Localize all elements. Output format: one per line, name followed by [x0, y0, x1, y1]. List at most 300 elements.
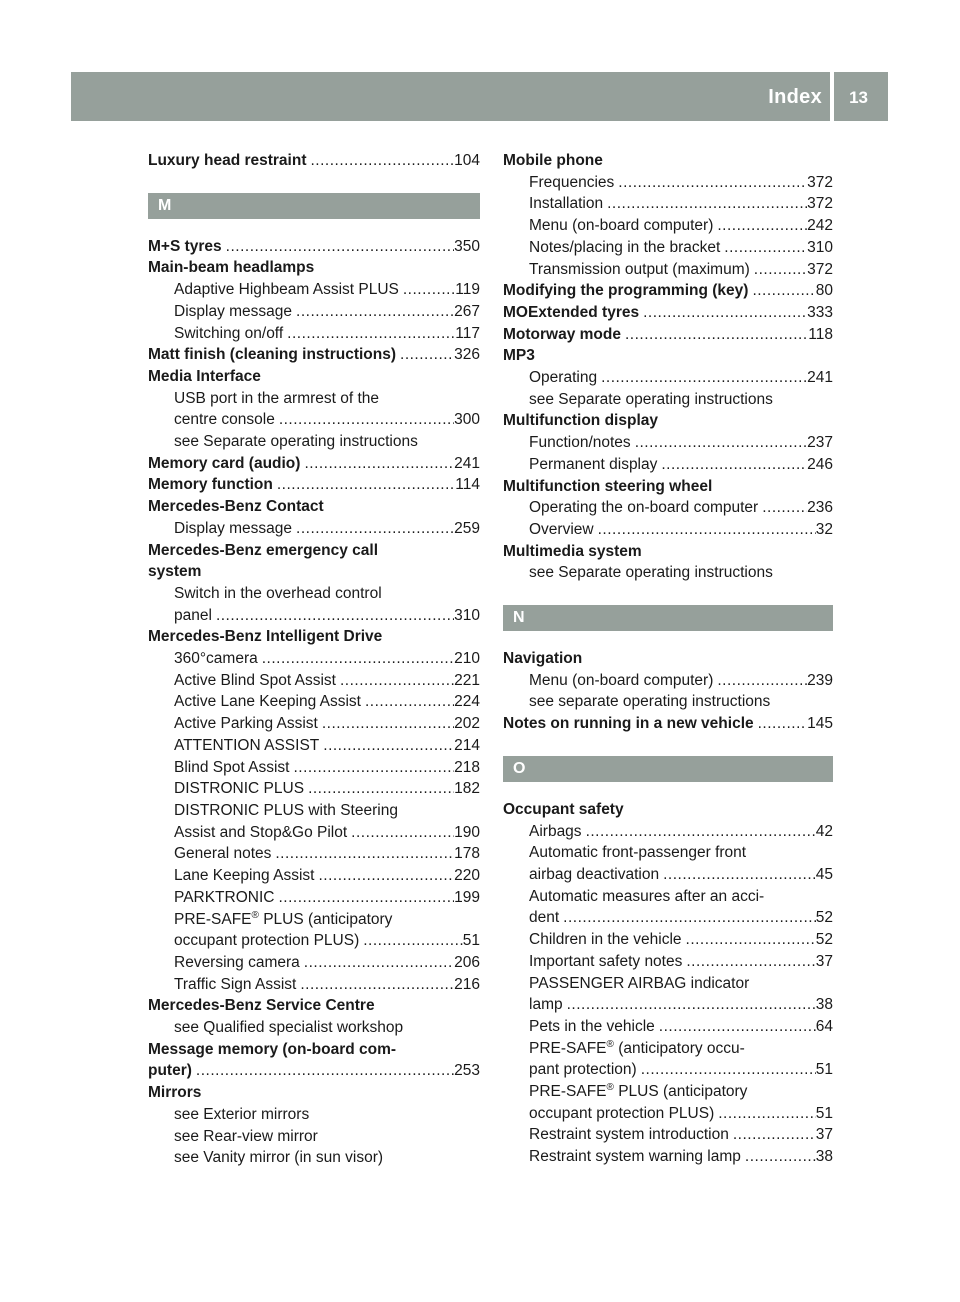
- entry-text: [529, 864, 659, 886]
- entry-text: [503, 345, 535, 367]
- page-ref: 236: [807, 499, 833, 517]
- entry-label: Frequencies: [529, 173, 615, 191]
- entry-text: [174, 735, 319, 757]
- entry-label: Display message: [174, 302, 293, 320]
- index-subentry: [148, 865, 480, 887]
- entry-label: PRE-SAFE: [174, 910, 252, 928]
- index-subentry: [148, 952, 480, 974]
- entry-text: [529, 172, 614, 194]
- entry-label: Adaptive Highbeam Assist PLUS: [174, 281, 399, 299]
- entry-text: [529, 562, 773, 584]
- page-ref: 326: [454, 346, 480, 364]
- page-ref: 210: [454, 650, 480, 668]
- page-ref: 206: [454, 953, 480, 971]
- dot-leader: [597, 367, 807, 389]
- dot-leader: [212, 605, 454, 627]
- entry-text: [148, 561, 201, 583]
- entry-label: Blind Spot Assist: [174, 758, 290, 776]
- page-ref: 237: [807, 434, 833, 452]
- page-ref: 114: [455, 476, 480, 494]
- entry-label: PRE-SAFE: [529, 1039, 607, 1057]
- entry-label: Multifunction display: [503, 412, 658, 430]
- dot-leader: [758, 497, 807, 519]
- entry-label: Mercedes-Benz Service Centre: [148, 997, 375, 1015]
- entry-text: [174, 843, 271, 865]
- page-ref: 218: [454, 758, 480, 776]
- page-ref: 310: [807, 238, 833, 256]
- entry-text: [529, 497, 758, 519]
- entry-text: [174, 670, 336, 692]
- entry-label: Modifying the programming (key): [503, 282, 749, 300]
- entry-text: [174, 1147, 383, 1169]
- dot-leader: [192, 1060, 454, 1082]
- entry-label: airbag deactivation: [529, 865, 660, 883]
- entry-text: [174, 974, 296, 996]
- page-number: 13: [849, 88, 868, 107]
- page-ref: 38: [815, 1148, 833, 1166]
- entry-label: Automatic measures after an acci-: [529, 887, 765, 905]
- entry-text: [148, 453, 300, 475]
- entry-label: Assist and Stop&Go Pilot: [174, 823, 348, 841]
- entry-text: [148, 995, 375, 1017]
- index-subentry: [148, 1147, 480, 1169]
- page-ref: 372: [807, 260, 833, 278]
- entry-label: Switch in the overhead control: [174, 584, 382, 602]
- entry-text: [148, 257, 314, 279]
- page-ref: 52: [815, 931, 833, 949]
- index-subentry: [503, 497, 833, 519]
- dot-leader: [657, 454, 807, 476]
- entry-text: [503, 799, 624, 821]
- entry-label: Active Parking Assist: [174, 715, 318, 733]
- entry-text: [529, 929, 682, 951]
- entry-label: Motorway mode: [503, 325, 621, 343]
- entry-label: Operating the on-board computer: [529, 499, 759, 517]
- entry-label-cont: PLUS (anticipatory: [613, 1083, 748, 1101]
- entry-label: pant protection): [529, 1061, 637, 1079]
- index-subentry: [148, 800, 480, 822]
- index-subentry: [503, 691, 833, 713]
- entry-label: Menu (on-board computer): [529, 217, 714, 235]
- entry-text: [529, 215, 713, 237]
- entry-text: [148, 626, 382, 648]
- index-entry: [148, 344, 480, 366]
- index-entry: [503, 410, 833, 432]
- entry-label: Matt finish (cleaning instructions): [148, 346, 397, 364]
- dot-leader: [741, 1146, 816, 1168]
- page-ref: 333: [807, 303, 833, 321]
- index-subentry: [503, 1081, 833, 1103]
- index-entry: [503, 713, 833, 735]
- entry-label: M+S tyres: [148, 237, 222, 255]
- page-ref: 242: [807, 217, 833, 235]
- index-subentry: [503, 215, 833, 237]
- entry-label: PASSENGER AIRBAG indicator: [529, 974, 750, 992]
- index-subentry: [148, 843, 480, 865]
- entry-text: [529, 237, 720, 259]
- index-entry: [503, 541, 833, 563]
- index-entry: [148, 561, 480, 583]
- index-entry: [148, 1060, 480, 1082]
- entry-text: [174, 301, 292, 323]
- index-subentry: [503, 432, 833, 454]
- index-subentry: [148, 930, 480, 952]
- index-subentry: [503, 1124, 833, 1146]
- dot-leader: [748, 280, 815, 302]
- entry-text: [174, 778, 304, 800]
- page-ref: 42: [815, 822, 833, 840]
- entry-text: [529, 367, 597, 389]
- entry-text: [174, 279, 399, 301]
- entry-text: [529, 259, 750, 281]
- entry-text: [503, 150, 603, 172]
- index-entry: [503, 476, 833, 498]
- entry-label: Reversing camera: [174, 953, 300, 971]
- index-subentry: [148, 909, 480, 931]
- dot-leader: [655, 1016, 816, 1038]
- dot-leader: [714, 1103, 816, 1125]
- entry-label: Lane Keeping Assist: [174, 867, 315, 885]
- index-entry: [503, 150, 833, 172]
- entry-label: puter): [148, 1062, 192, 1080]
- entry-label: Mobile phone: [503, 152, 603, 169]
- entry-label: Menu (on-board computer): [529, 671, 714, 689]
- index-entry: [148, 540, 480, 562]
- entry-label: Mercedes-Benz emergency call: [148, 541, 379, 559]
- index-subentry: [148, 670, 480, 692]
- index-subentry: [503, 367, 833, 389]
- entry-label: MOExtended tyres: [503, 303, 640, 321]
- dot-leader: [750, 259, 807, 281]
- index-subentry: [503, 929, 833, 951]
- page-ref: 182: [454, 780, 480, 798]
- index-subentry: [503, 1146, 833, 1168]
- entry-text: [529, 670, 713, 692]
- page-ref: 216: [454, 975, 480, 993]
- entry-label: Multifunction steering wheel: [503, 477, 713, 495]
- index-entry: [148, 626, 480, 648]
- entry-label: DISTRONIC PLUS with Steering: [174, 801, 398, 819]
- dot-leader: [347, 822, 454, 844]
- page-ref: 37: [815, 952, 833, 970]
- dot-leader: [659, 864, 816, 886]
- page-ref: 104: [454, 152, 480, 169]
- entry-label: Airbags: [529, 822, 582, 840]
- entry-text: [174, 648, 258, 670]
- entry-text: [529, 973, 749, 995]
- entry-text: [148, 540, 378, 562]
- dot-leader: [594, 519, 816, 541]
- page-ref: 119: [455, 281, 480, 299]
- entry-label: Overview: [529, 520, 594, 538]
- dot-leader: [304, 778, 454, 800]
- dot-leader: [563, 994, 816, 1016]
- entry-label: see separate operating instructions: [529, 693, 771, 711]
- index-subentry: [148, 757, 480, 779]
- dot-leader: [603, 193, 807, 215]
- index-subentry: [503, 1103, 833, 1125]
- entry-label: MP3: [503, 347, 535, 365]
- index-subentry: [148, 713, 480, 735]
- dot-leader: [300, 952, 454, 974]
- entry-text: [148, 474, 273, 496]
- page-ref: 45: [815, 865, 833, 883]
- index-subentry: [503, 670, 833, 692]
- index-subentry: [148, 974, 480, 996]
- index-column-left: [148, 150, 480, 1169]
- dot-leader: [289, 757, 454, 779]
- entry-label: see Separate operating instructions: [529, 390, 773, 408]
- page-ref: 221: [454, 671, 480, 689]
- page-ref: 259: [454, 519, 480, 537]
- registered-mark: ®: [606, 1081, 614, 1093]
- entry-text: [529, 519, 594, 541]
- entry-text: [174, 409, 275, 431]
- index-subentry: [503, 886, 833, 908]
- index-entry: [148, 995, 480, 1017]
- entry-label: PARKTRONIC: [174, 888, 275, 906]
- page-ref: 300: [454, 411, 480, 429]
- index-subentry: [503, 454, 833, 476]
- dot-leader: [682, 929, 816, 951]
- page-ref: 37: [815, 1126, 833, 1144]
- section-header-o: O: [503, 756, 833, 782]
- dot-leader: [275, 409, 454, 431]
- entry-label: Permanent display: [529, 455, 658, 473]
- page-ref: 214: [454, 736, 480, 754]
- entry-text: [529, 886, 764, 908]
- entry-label: Active Lane Keeping Assist: [174, 693, 361, 711]
- entry-text: [503, 648, 582, 670]
- dot-leader: [396, 344, 454, 366]
- entry-label-cont: PLUS (anticipatory: [258, 910, 393, 928]
- entry-text: [503, 410, 658, 432]
- page-ref: 372: [807, 195, 833, 213]
- index-subentry: [148, 409, 480, 431]
- index-subentry: [148, 1126, 480, 1148]
- entry-text: [148, 1060, 192, 1082]
- index-subentry: [503, 193, 833, 215]
- entry-label-cont: (anticipatory occu-: [613, 1039, 745, 1057]
- entry-label: occupant protection PLUS): [529, 1104, 715, 1122]
- index-subentry: [148, 518, 480, 540]
- dot-leader: [274, 887, 454, 909]
- dot-leader: [292, 518, 454, 540]
- index-subentry: [148, 691, 480, 713]
- index-subentry: [503, 994, 833, 1016]
- entry-text: [174, 930, 359, 952]
- index-subentry: [503, 1016, 833, 1038]
- entry-text: [174, 952, 300, 974]
- index-entry: [148, 474, 480, 496]
- entry-label: panel: [174, 606, 212, 624]
- entry-text: [529, 1081, 747, 1103]
- page-ref: 117: [455, 324, 480, 342]
- dot-leader: [614, 172, 807, 194]
- page-ref: 253: [454, 1062, 480, 1080]
- page-ref: 239: [807, 671, 833, 689]
- registered-mark: ®: [606, 1038, 614, 1050]
- page-ref: 32: [815, 520, 833, 538]
- index-entry: [503, 345, 833, 367]
- index-subentry: [148, 822, 480, 844]
- index-subentry: [503, 864, 833, 886]
- entry-text: [529, 1016, 655, 1038]
- entry-text: [529, 1038, 745, 1060]
- entry-label: see Separate operating instructions: [174, 433, 418, 451]
- dot-leader: [582, 821, 816, 843]
- entry-label: Automatic front-passenger front: [529, 844, 747, 862]
- entry-label: centre console: [174, 411, 275, 429]
- index-entry: [148, 150, 480, 172]
- entry-label: Main-beam headlamps: [148, 259, 315, 277]
- index-entry: [148, 453, 480, 475]
- entry-text: [529, 1103, 714, 1125]
- index-subentry: [503, 389, 833, 411]
- index-subentry: [148, 887, 480, 909]
- entry-text: [174, 1104, 309, 1126]
- header-divider: [830, 72, 834, 121]
- index-column-right: [503, 150, 833, 1168]
- page-ref: 199: [454, 888, 480, 906]
- index-subentry: [148, 323, 480, 345]
- page-ref: 267: [454, 302, 480, 320]
- index-entry: [503, 324, 833, 346]
- entry-text: [529, 389, 773, 411]
- header-bar: [71, 72, 888, 121]
- entry-label: Memory function: [148, 476, 273, 494]
- page-ref: 145: [807, 715, 833, 733]
- index-subentry: [148, 431, 480, 453]
- page-ref: 64: [815, 1017, 833, 1035]
- index-subentry: [503, 1059, 833, 1081]
- index-subentry: [503, 842, 833, 864]
- index-subentry: [148, 279, 480, 301]
- entry-text: [174, 909, 392, 931]
- index-entry: [148, 496, 480, 518]
- page-ref: 190: [454, 823, 480, 841]
- page-title: Index: [768, 86, 822, 108]
- entry-text: [174, 518, 292, 540]
- index-subentry: [148, 388, 480, 410]
- page-ref: 246: [807, 455, 833, 473]
- entry-label: lamp: [529, 996, 563, 1014]
- index-subentry: [503, 237, 833, 259]
- index-entry: [148, 1039, 480, 1061]
- page-ref: 118: [808, 325, 833, 343]
- dot-leader: [682, 951, 815, 973]
- entry-text: [174, 691, 361, 713]
- page-ref: 350: [454, 237, 480, 255]
- entry-label: Function/notes: [529, 434, 631, 452]
- dot-leader: [318, 713, 454, 735]
- index-subentry: [503, 907, 833, 929]
- index-subentry: [148, 778, 480, 800]
- dot-leader: [713, 670, 807, 692]
- entry-text: [174, 431, 418, 453]
- dot-leader: [720, 237, 807, 259]
- page-ref: 51: [815, 1061, 833, 1079]
- page-ref: 310: [454, 606, 480, 624]
- entry-text: [529, 821, 582, 843]
- page-ref: 38: [815, 996, 833, 1014]
- entry-text: [529, 691, 770, 713]
- page-ref: 241: [807, 369, 833, 387]
- entry-label: Mercedes-Benz Contact: [148, 498, 324, 516]
- entry-label: dent: [529, 909, 560, 927]
- entry-text: [148, 236, 222, 258]
- dot-leader: [637, 1059, 816, 1081]
- entry-label: PRE-SAFE: [529, 1083, 607, 1101]
- entry-text: [148, 1039, 396, 1061]
- entry-text: [529, 1124, 729, 1146]
- entry-label: system: [148, 563, 202, 581]
- dot-leader: [559, 907, 816, 929]
- entry-text: [529, 842, 746, 864]
- entry-label: Mercedes-Benz Intelligent Drive: [148, 628, 383, 646]
- dot-leader: [713, 215, 807, 237]
- entry-label: Pets in the vehicle: [529, 1017, 655, 1035]
- entry-text: [174, 1126, 318, 1148]
- page-ref: 51: [815, 1104, 833, 1122]
- entry-text: [174, 388, 379, 410]
- entry-label: Luxury head restraint: [148, 152, 307, 169]
- entry-text: [529, 994, 563, 1016]
- dot-leader: [621, 324, 808, 346]
- entry-label: see Qualified specialist workshop: [174, 1019, 404, 1037]
- entry-text: [529, 907, 559, 929]
- dot-leader: [729, 1124, 816, 1146]
- page-ref: 224: [454, 693, 480, 711]
- entry-label: DISTRONIC PLUS: [174, 780, 305, 798]
- dot-leader: [296, 974, 454, 996]
- entry-label: see Vanity mirror (in sun visor): [174, 1149, 384, 1167]
- dot-leader: [399, 279, 455, 301]
- entry-text: [503, 476, 712, 498]
- entry-label: Active Blind Spot Assist: [174, 671, 336, 689]
- entry-label: Important safety notes: [529, 952, 683, 970]
- dot-leader: [258, 648, 454, 670]
- entry-text: [174, 800, 398, 822]
- index-entry: [148, 257, 480, 279]
- entry-text: [174, 822, 347, 844]
- dot-leader: [314, 865, 454, 887]
- entry-label: Notes/placing in the bracket: [529, 238, 721, 256]
- entry-label: Mirrors: [148, 1084, 202, 1102]
- entry-text: [148, 496, 324, 518]
- index-entry: [503, 302, 833, 324]
- entry-label: Memory card (audio): [148, 454, 301, 472]
- entry-label: Display message: [174, 519, 293, 537]
- index-subentry: [503, 259, 833, 281]
- entry-label: see Exterior mirrors: [174, 1105, 310, 1123]
- entry-label: Traffic Sign Assist: [174, 975, 297, 993]
- page-ref: 80: [815, 282, 833, 300]
- dot-leader: [300, 453, 454, 475]
- entry-label: Switching on/off: [174, 324, 284, 342]
- entry-label: Occupant safety: [503, 800, 624, 818]
- dot-leader: [639, 302, 807, 324]
- entry-label: Navigation: [503, 650, 583, 668]
- dot-leader: [336, 670, 454, 692]
- page-ref: 220: [454, 867, 480, 885]
- entry-label: Notes on running in a new vehicle: [503, 715, 754, 733]
- index-subentry: [148, 301, 480, 323]
- dot-leader: [292, 301, 454, 323]
- entry-text: [503, 302, 639, 324]
- entry-label: General notes: [174, 845, 272, 863]
- entry-label: occupant protection PLUS): [174, 932, 360, 950]
